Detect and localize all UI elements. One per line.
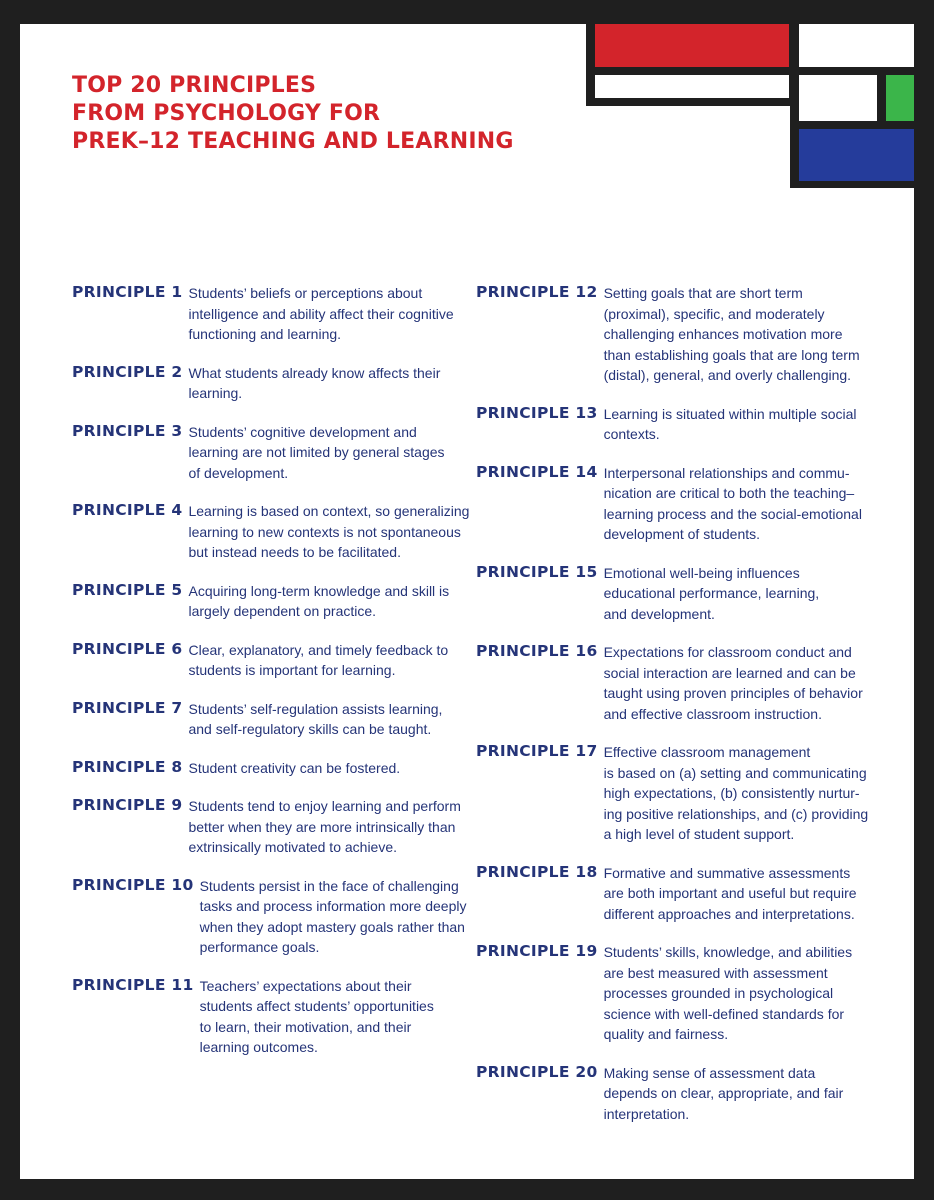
principle-label: PRINCIPLE 3	[72, 421, 183, 440]
principle-text-line: Learning is based on context, so generalizing	[188, 503, 470, 519]
principle-text-line: are best measured with assessment	[603, 964, 828, 981]
principle-text	[604, 563, 868, 625]
principle-text-line: students affect students’ opportunities	[199, 998, 434, 1014]
principle-text-line: Effective classroom management	[603, 744, 811, 760]
principle-text-line: Interpersonal relationships and commu-	[603, 464, 850, 481]
principle-text	[200, 976, 464, 1058]
principle-label: PRINCIPLE 19	[476, 942, 598, 960]
principles-column-left	[72, 282, 470, 1058]
principle-text-line: learning to new contexts is not spontaneous	[188, 523, 461, 540]
principle-text-line: high expectations, (b) consistently nurtur-	[603, 785, 860, 801]
principle-text-line: interpretation.	[603, 1105, 690, 1122]
principle-text	[188, 363, 464, 404]
principle-text-line: challenging enhances motivation more	[603, 326, 843, 342]
white-block	[586, 106, 790, 188]
green-block	[886, 75, 914, 121]
principle-item	[476, 462, 868, 545]
principle-text-line: Clear, explanatory, and timely feedback to	[188, 641, 449, 658]
principle-text-line: What students already know affects their	[188, 364, 441, 381]
principle-text-line: tasks and process information more deeply	[199, 898, 467, 914]
principle-text	[604, 404, 868, 445]
principle-item	[72, 795, 464, 858]
principle-label: PRINCIPLE 11	[72, 975, 194, 994]
principle-item	[72, 975, 464, 1058]
principle-text-line: extrinsically motivated to achieve.	[188, 839, 398, 855]
principle-label: PRINCIPLE 18	[476, 862, 598, 881]
principle-text	[188, 283, 464, 345]
principle-text-line: Emotional well-being influences	[603, 564, 800, 581]
principle-label: PRINCIPLE 7	[72, 698, 183, 717]
principle-text-line: a high level of student support.	[603, 826, 795, 842]
page-title	[72, 72, 514, 156]
principle-item	[476, 741, 868, 845]
principle-text-line: performance goals.	[199, 939, 320, 955]
principle-item	[476, 562, 868, 625]
principle-text-line: different approaches and interpretations.	[603, 905, 855, 922]
principle-text-line: students is important for learning.	[188, 662, 396, 678]
principle-text-line: and development.	[603, 605, 715, 622]
principle-text-line: (proximal), specific, and moderately	[603, 305, 825, 322]
principle-item	[72, 757, 464, 779]
principle-label: PRINCIPLE 4	[72, 501, 183, 519]
principle-text-line: Students’ cognitive development and	[188, 423, 417, 440]
white-block	[595, 75, 789, 98]
principle-text-line: Formative and summative assessments	[603, 864, 851, 881]
principle-label: PRINCIPLE 15	[476, 562, 598, 581]
principle-text	[604, 642, 868, 724]
principle-text-line: educational performance, learning,	[603, 585, 820, 601]
principle-text-line: (distal), general, and overly challenging.	[603, 367, 852, 383]
principle-item	[476, 1062, 868, 1125]
principle-text	[200, 876, 467, 958]
principle-text-line: contexts.	[603, 426, 660, 442]
principles-column-right	[476, 282, 868, 1124]
principle-text-line: Students’ beliefs or perceptions about	[188, 285, 423, 301]
principle-text	[188, 796, 464, 858]
principle-text-line: Student creativity can be fostered.	[188, 759, 401, 776]
principle-item	[72, 639, 464, 681]
principle-text	[604, 283, 868, 386]
principle-text-line: is based on (a) setting and communicating	[603, 764, 867, 781]
red-block	[595, 24, 789, 67]
principle-text-line: of development.	[188, 464, 289, 481]
principle-text-line: when they adopt mastery goals rather than	[199, 918, 465, 935]
principle-text-line: processes grounded in psychological	[603, 985, 834, 1001]
principle-text-line: are both important and useful but require	[603, 885, 857, 901]
principle-item	[72, 282, 464, 345]
principle-label: PRINCIPLE 1	[72, 283, 183, 301]
principle-label: PRINCIPLE 14	[476, 462, 598, 481]
principle-label: PRINCIPLE 8	[72, 757, 183, 776]
principle-text-line: Students tend to enjoy learning and perform	[188, 798, 461, 814]
principle-item	[476, 403, 868, 445]
principle-label: PRINCIPLE 5	[72, 580, 183, 599]
title-line: FROM PSYCHOLOGY FOR	[72, 101, 381, 126]
principle-text	[604, 463, 868, 545]
principle-text	[188, 758, 464, 779]
principle-text-line: learning process and the social-emotional	[603, 505, 862, 522]
principle-text	[188, 501, 469, 563]
principle-text-line: to learn, their motivation, and their	[199, 1018, 412, 1035]
principle-text-line: quality and fairness.	[603, 1026, 729, 1042]
white-block	[799, 75, 877, 121]
decorative-color-blocks	[586, 24, 914, 188]
principle-item	[476, 941, 868, 1045]
principle-label: PRINCIPLE 16	[476, 642, 598, 660]
principle-text-line: depends on clear, appropriate, and fair	[603, 1085, 844, 1101]
principle-text-line: learning are not limited by general stages	[188, 444, 445, 460]
principle-label: PRINCIPLE 9	[72, 796, 183, 814]
principle-text-line: Students’ skills, knowledge, and abilities	[603, 944, 853, 960]
principle-label: PRINCIPLE 2	[72, 362, 183, 381]
principle-item	[72, 580, 464, 622]
title-line: PREK–12 TEACHING AND LEARNING	[72, 129, 514, 154]
principle-text-line: ing positive relationships, and (c) providing	[603, 805, 869, 822]
principle-item	[476, 862, 868, 925]
principle-text-line: taught using proven principles of behavior	[603, 685, 863, 701]
principle-text	[604, 1063, 868, 1125]
principle-text-line: than establishing goals that are long term	[603, 346, 860, 363]
principle-text-line: science with well-defined standards for	[603, 1005, 845, 1022]
principle-text	[188, 422, 464, 484]
principle-text-line: Students’ self-regulation assists learning,	[188, 700, 443, 717]
principle-item	[72, 362, 464, 404]
principle-item	[476, 641, 868, 724]
principle-text-line: but instead needs to be facilitated.	[188, 544, 401, 560]
principle-label: PRINCIPLE 10	[72, 875, 194, 894]
principle-text-line: development of students.	[603, 526, 761, 542]
principle-item	[72, 421, 464, 484]
principle-text-line: Setting goals that are short term	[603, 285, 803, 301]
principle-item	[72, 500, 470, 563]
principle-text-line: largely dependent on practice.	[188, 603, 377, 619]
principle-text	[188, 640, 464, 681]
principle-text-line: better when they are more intrinsically than	[188, 818, 456, 835]
principle-text	[188, 699, 464, 740]
principle-text-line: nication are critical to both the teaching–	[603, 485, 855, 501]
principle-text-line: and effective classroom instruction.	[603, 705, 822, 722]
document-page	[20, 24, 914, 1179]
principle-text	[604, 863, 868, 925]
principle-label: PRINCIPLE 17	[476, 742, 598, 760]
white-block	[799, 24, 914, 67]
principle-text-line: Learning is situated within multiple social	[603, 405, 857, 422]
principle-text	[604, 742, 869, 845]
principle-label: PRINCIPLE 13	[476, 403, 598, 422]
principle-text-line: learning outcomes.	[199, 1039, 318, 1055]
principle-text-line: Expectations for classroom conduct and	[603, 644, 852, 660]
principle-item	[72, 698, 464, 740]
principle-item	[476, 282, 868, 386]
principle-text-line: Teachers’ expectations about their	[199, 977, 412, 994]
principle-item	[72, 875, 467, 958]
principle-text-line: and self-regulatory skills can be taught.	[188, 721, 432, 737]
principle-text-line: Acquiring long-term knowledge and skill is	[188, 582, 450, 599]
principle-text	[188, 581, 464, 622]
principle-text-line: intelligence and ability affect their cognitive	[188, 305, 454, 322]
principle-text	[604, 942, 868, 1045]
principle-text-line: social interaction are learned and can be	[603, 664, 856, 681]
principle-text-line: Making sense of assessment data	[603, 1064, 816, 1081]
principle-text-line: functioning and learning.	[188, 326, 342, 342]
blue-block	[799, 129, 914, 181]
principle-text-line: Students persist in the face of challenging	[199, 877, 459, 894]
title-line: TOP 20 PRINCIPLES	[72, 73, 317, 98]
principle-text-line: learning.	[188, 385, 243, 401]
principle-label: PRINCIPLE 20	[476, 1062, 598, 1081]
principle-label: PRINCIPLE 6	[72, 639, 183, 658]
principle-label: PRINCIPLE 12	[476, 283, 598, 301]
